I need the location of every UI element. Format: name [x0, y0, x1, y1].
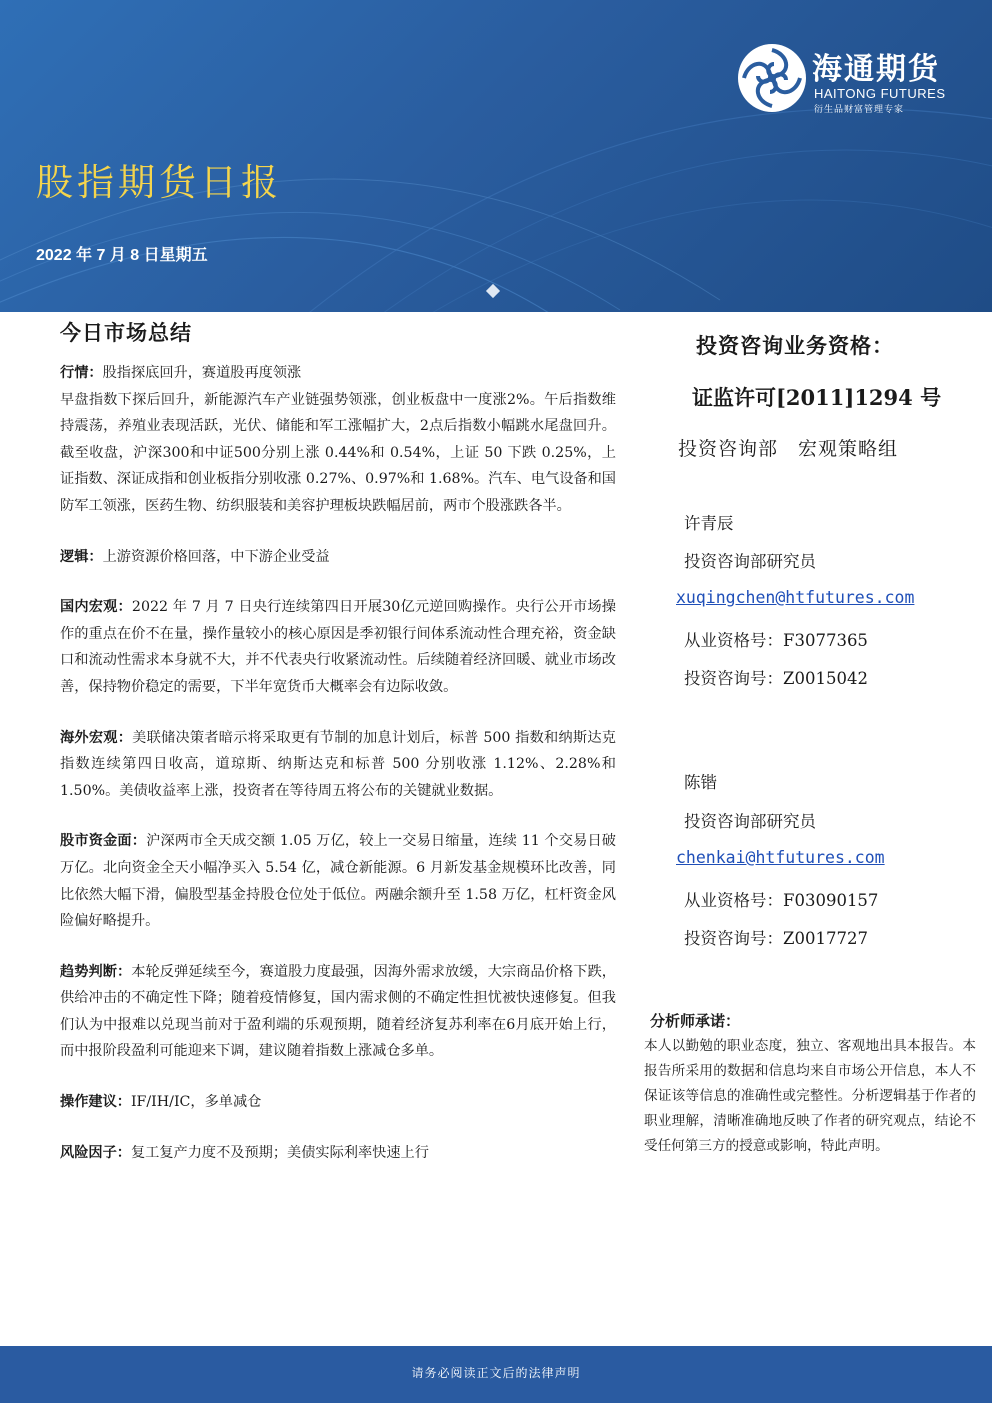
analyst-email-link[interactable]: xuqingchen@htfutures.com: [676, 588, 915, 607]
section-logic: [60, 544, 616, 571]
analyst-consult: 投资咨询号：Z0015042: [684, 669, 868, 688]
footer: [0, 1346, 992, 1403]
analyst-email-link[interactable]: chenkai@htfutures.com: [676, 848, 885, 867]
section-lead: 股指探底回升，赛道股再度领涨: [102, 365, 302, 381]
section-domestic-macro: [60, 594, 616, 700]
section-label: 国内宏观：: [60, 599, 132, 616]
section-capital-flow: [60, 828, 616, 934]
section-risk: [60, 1140, 616, 1167]
section-body: 本轮反弹延续至今，赛道股力度最强，因海外需求放缓，大宗商品价格下跌，供给冲击的不确定性下降；随着疫情修复，国内需求侧的不确定性担忧被快速修复。但我们认为中报难以兑现当前对于盈利端的乐观预期，随着经济复苏利率在6月底开始上行，而中报阶段盈利可能迎来下调，建议随着指数上涨减仓多单。: [60, 963, 616, 1060]
analyst-name: 陈锴: [684, 773, 717, 792]
footer-notice: 请务必阅读正文后的法律声明: [411, 1366, 581, 1380]
section-label: 海外宏观：: [60, 729, 133, 746]
section-body: 2022 年 7 月 7 日央行连续第四日开展30亿元逆回购操作。央行公开市场操作的重点在价不在量，操作量较小的核心原因是季初银行间体系流动性合理充裕，资金缺口和流动性需求本身就不大，并不代表央行收紧流动性。后续随着经济回暖、就业市场改善，保持物价稳定的需要，下半年宽货币大概率会有边际收敛。: [60, 599, 616, 695]
section-trend: [60, 959, 616, 1065]
section-lead: IF/IH/IC，多单减仓: [130, 1094, 262, 1111]
section-lead: 复工复产力度不及预期；美债实际利率快速上行: [130, 1144, 429, 1161]
qualification-title: 投资咨询业务资格：: [696, 333, 894, 358]
logo-name-en: HAITONG FUTURES: [814, 86, 946, 101]
promise-title: 分析师承诺：: [650, 1012, 741, 1030]
section-label: 风险因子：: [60, 1144, 131, 1161]
report-title: 股指期货日报: [36, 161, 282, 204]
license-number: 证监许可[2011]1294 号: [692, 385, 942, 410]
section-body: 早盘指数下探后回升，新能源汽车产业链强势领涨，创业板盘中一度涨2%。午后指数维持震荡，养殖业表现活跃，光伏、储能和军工涨幅扩大，2点后指数小幅跳水尾盘回升。截至收盘，沪深300和中证500分别上涨 0.44%和 0.54%，上证 50 下跌 0.25%，上证指数、深证成指和创业板指分别收涨 0.27%、0.97%和 1.68%。汽车、电气设备和国防军工领涨，医药生物、纺织服装和美容护理板块跌幅居前，两市个股涨跌各半。: [60, 391, 616, 514]
section-label: 股市资金面：: [60, 833, 147, 850]
section-market: [60, 360, 616, 520]
logo-name-cn: 海通期货: [812, 52, 940, 87]
section-overseas-macro: [60, 725, 616, 805]
summary-heading: 今日市场总结: [60, 320, 192, 345]
market-summary: [60, 318, 616, 1166]
analyst-cert: 从业资格号：F3077365: [684, 631, 868, 650]
analyst-name: 许青辰: [684, 514, 734, 533]
analyst-consult: 投资咨询号：Z0017727: [684, 929, 868, 948]
section-label: 操作建议：: [60, 1094, 131, 1111]
analyst-cert: 从业资格号：F03090157: [684, 891, 879, 910]
section-label: 趋势判断：: [60, 963, 132, 980]
section-lead: 上游资源价格回落，中下游企业受益: [102, 548, 330, 565]
section-body: 沪深两市全天成交额 1.05 万亿，较上一交易日缩量，连续 11 个交易日破万亿。北向资金全天小幅净买入 5.54 亿，减仓新能源。6 月新发基金规模环比改善，同比依然大幅下滑，偏股型基金持股仓位处于低位。两融余额升至 1.58 万亿，杠杆资金风险偏好略提升。: [60, 833, 616, 930]
header-banner: [0, 0, 992, 312]
analyst-role: 投资咨询部研究员: [684, 552, 816, 571]
company-logo: [736, 42, 952, 118]
report-date: 2022 年 7 月 8 日星期五: [36, 247, 208, 264]
promise-body: 本人以勤勉的职业态度，独立、客观地出具本报告。本报告所采用的数据和信息均来自市场公开信息，本人不保证该等信息的准确性或完整性。分析逻辑基于作者的职业理解，清晰准确地反映了作者的研究观点，结论不受任何第三方的授意或影响，特此声明。: [644, 1038, 976, 1154]
department: 投资咨询部 宏观策略组: [678, 438, 899, 460]
logo-slogan: 衍生品财富管理专家: [814, 105, 905, 115]
section-body: 美联储决策者暗示将采取更有节制的加息计划后，标普 500 指数和纳斯达克指数连续第四日收高，道琼斯、纳斯达克和标普 500 分别收涨 1.12%、2.28%和 1.50%。美债收益率上涨，投资者在等待周五将公布的关键就业数据。: [60, 729, 616, 799]
haitong-swirl-logo-icon: [736, 42, 808, 114]
section-operation: [60, 1089, 616, 1116]
analyst-role: 投资咨询部研究员: [684, 812, 816, 831]
section-label: 逻辑：: [60, 548, 103, 565]
section-label: 行情：: [60, 365, 103, 381]
